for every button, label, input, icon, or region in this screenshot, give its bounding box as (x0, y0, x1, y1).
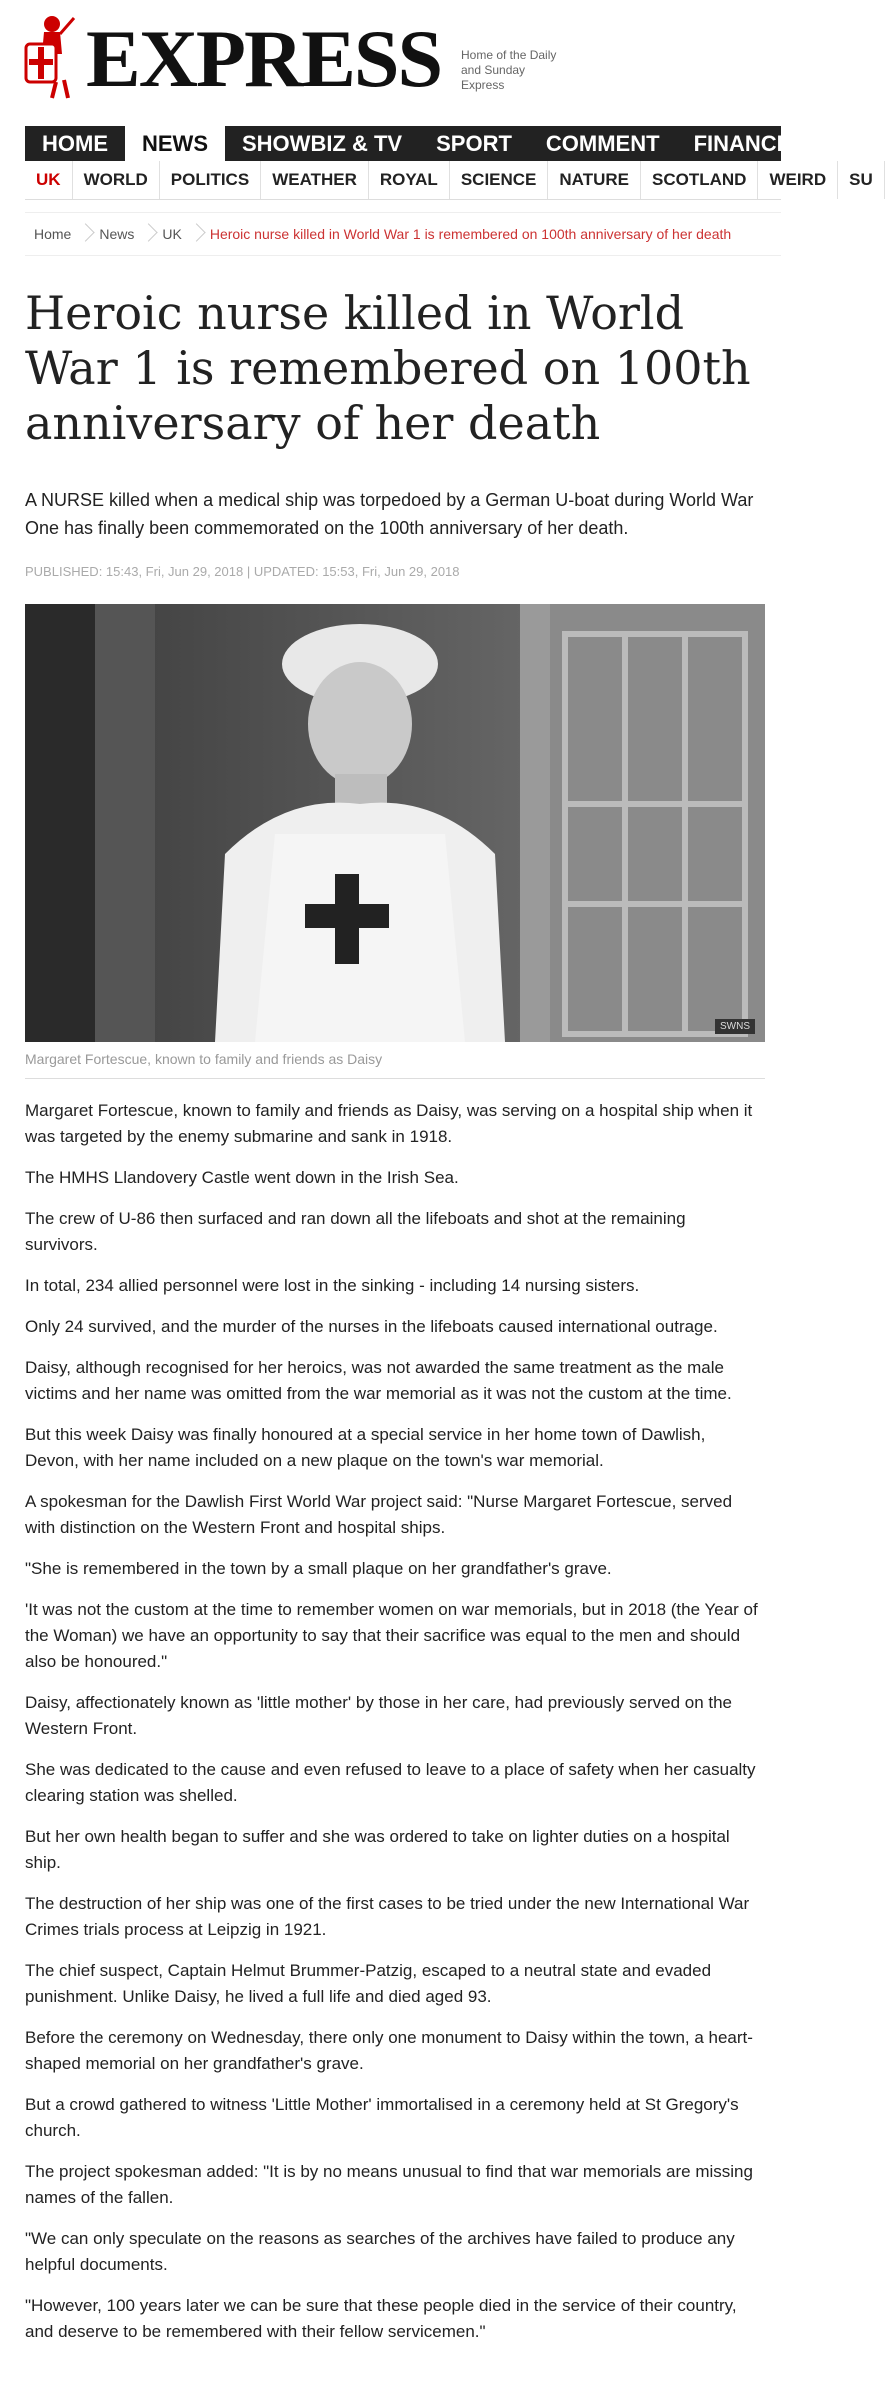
crusader-icon[interactable] (22, 14, 78, 100)
subnav-item-uk[interactable]: UK (25, 161, 73, 199)
nav-item-sport[interactable]: SPORT (436, 131, 512, 156)
subnav-item-more[interactable]: SU (838, 161, 885, 199)
subnav-item-royal[interactable]: ROYAL (369, 161, 450, 199)
article-image[interactable] (25, 604, 765, 1042)
article-paragraph: Margaret Fortescue, known to family and friends as Daisy, was serving on a hospital ship when it was targeted by the enemy submarine and sank in 1918. (25, 1101, 753, 1146)
main-nav (25, 126, 855, 161)
article-paragraph: A spokesman for the Dawlish First World War project said: "Nurse Margaret Fortescue, served with distinction on the Western Front and hospital ships. (25, 1492, 733, 1537)
article-paragraph: The destruction of her ship was one of the first cases to be tried under the new International War Crimes trials process at Leipzig in 1921. (25, 1894, 750, 1939)
breadcrumb-current: Heroic nurse killed in World War 1 is remembered on 100th anniversary of her death (209, 226, 732, 242)
nav-item-travel[interactable]: TR (825, 131, 855, 156)
nav-item-news[interactable]: NEWS (125, 126, 225, 161)
article-headline: Heroic nurse killed in World War 1 is remembered on 100th anniversary of her death (25, 286, 751, 450)
image-credit: SWNS (715, 1019, 755, 1034)
nav-item-home[interactable]: HOME (42, 131, 108, 156)
nav-item-finance[interactable]: FINANCE (693, 131, 792, 156)
site-tagline: Home of the Daily and Sunday Express (461, 48, 557, 92)
subnav-item-weird[interactable]: WEIRD (758, 161, 838, 199)
chevron-right-icon (79, 213, 91, 255)
article-paragraph: In total, 234 allied personnel were lost in the sinking - including 14 nursing sisters. (25, 1276, 640, 1295)
article-paragraph: Only 24 survived, and the murder of the nurses in the lifeboats caused international outrage. (25, 1317, 718, 1336)
subnav-item-nature[interactable]: NATURE (548, 161, 641, 199)
nav-item-showbiz[interactable]: SHOWBIZ & TV (242, 131, 403, 156)
divider (25, 1078, 765, 1079)
article-paragraph: The crew of U-86 then surfaced and ran down all the lifeboats and shot at the remaining survivors. (25, 1209, 686, 1254)
article-paragraph: "She is remembered in the town by a small plaque on her grandfather's grave. (25, 1559, 612, 1578)
article-paragraph: Before the ceremony on Wednesday, there only one monument to Daisy within the town, a heart-shaped memorial on her grandfather's grave. (25, 2028, 753, 2073)
article-paragraph: The chief suspect, Captain Helmut Brummer-Patzig, escaped to a neutral state and evaded punishment. Unlike Daisy, he lived a full life and died aged 93. (25, 1961, 712, 2006)
article-paragraph: Daisy, although recognised for her heroics, was not awarded the same treatment as the male victims and her name was omitted from the war memorial as it was not the custom at the time. (25, 1358, 732, 1403)
nurse-portrait-image (25, 604, 765, 1042)
article-paragraph: But this week Daisy was finally honoured at a special service in her home town of Dawlish, Devon, with her name included on a new plaque on the town's war memorial. (25, 1425, 706, 1470)
breadcrumb (25, 212, 781, 256)
site-logo[interactable]: EXPRESS (86, 13, 442, 104)
article-paragraph: Daisy, affectionately known as 'little mother' by those in her care, had previously served on the Western Front. (25, 1693, 733, 1738)
subnav-item-scotland[interactable]: SCOTLAND (641, 161, 758, 199)
nav-item-comment[interactable]: COMMENT (545, 131, 660, 156)
article-body (25, 1098, 760, 2360)
article-paragraph: She was dedicated to the cause and even refused to leave to a place of safety when her casualty clearing station was shelled. (25, 1760, 756, 1805)
subnav-item-politics[interactable]: POLITICS (160, 161, 261, 199)
article-paragraph: The project spokesman added: "It is by no means unusual to find that war memorials are missing names of the fallen. (25, 2162, 753, 2207)
chevron-right-icon (142, 213, 154, 255)
image-caption: Margaret Fortescue, known to family and friends as Daisy (25, 1051, 383, 1067)
article-paragraph: 'It was not the custom at the time to remember women on war memorials, but in 2018 (the Year of the Woman) we have an opportunity to say that their sacrifice was equal to the men and should also be honoured." (25, 1600, 758, 1671)
article-paragraph: But a crowd gathered to witness 'Little Mother' immortalised in a ceremony held at St Gregory's church. (25, 2095, 739, 2140)
breadcrumb-uk[interactable]: UK (162, 226, 182, 242)
article-paragraph: "However, 100 years later we can be sure that these people died in the service of their country, and deserve to be remembered with their fellow servicemen." (25, 2296, 737, 2341)
article-paragraph: "We can only speculate on the reasons as searches of the archives have failed to produce any helpful documents. (25, 2229, 735, 2274)
chevron-right-icon (190, 213, 202, 255)
article-paragraph: The HMHS Llandovery Castle went down in the Irish Sea. (25, 1168, 459, 1187)
subnav-item-science[interactable]: SCIENCE (450, 161, 549, 199)
sub-nav (25, 161, 873, 200)
breadcrumb-home[interactable]: Home (34, 226, 72, 242)
article-timestamp: PUBLISHED: 15:43, Fri, Jun 29, 2018 | UPDATED: 15:53, Fri, Jun 29, 2018 (25, 564, 460, 579)
breadcrumb-news[interactable]: News (99, 226, 135, 242)
site-header (0, 0, 781, 125)
subnav-item-weather[interactable]: WEATHER (261, 161, 369, 199)
subnav-item-world[interactable]: WORLD (73, 161, 160, 199)
article-paragraph: But her own health began to suffer and she was ordered to take on lighter duties on a hospital ship. (25, 1827, 730, 1872)
article-standfirst: A NURSE killed when a medical ship was torpedoed by a German U-boat during World War One has finally been commemorated on the 100th anniversary of her death. (25, 490, 754, 538)
